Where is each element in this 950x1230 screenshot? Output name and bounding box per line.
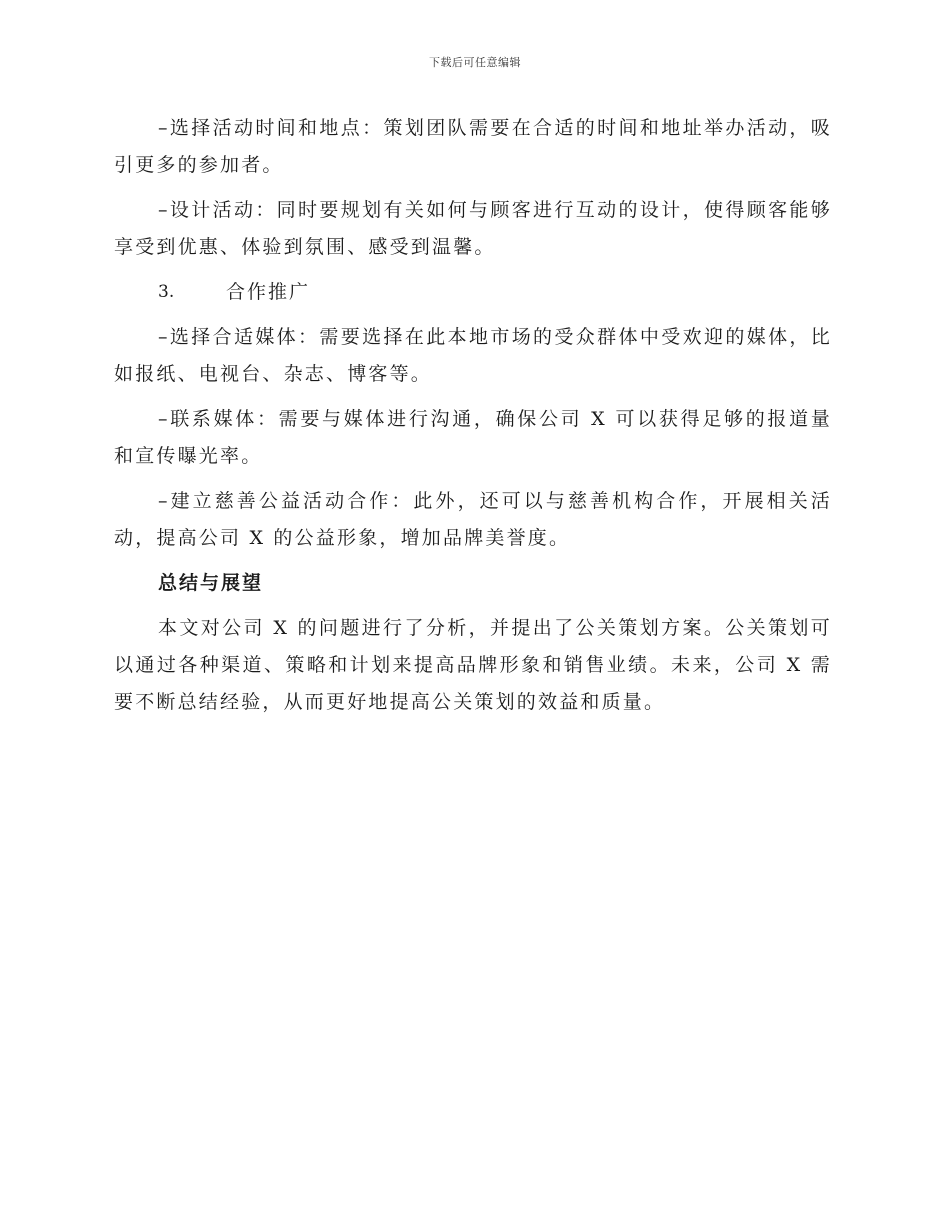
summary-heading: 总结与展望 [158,572,264,594]
paragraph-choose-time-location: –选择活动时间和地点：策划团队需要在合适的时间和地址举办活动，吸引更多的参加者。 [114,117,832,176]
section-number: 3. [158,282,175,302]
paragraph-contact-media: –联系媒体：需要与媒体进行沟通，确保公司 X 可以获得足够的报道量和宣传曝光率。 [114,408,832,467]
section-title: 合作推广 [226,281,311,303]
page-header-note: 下载后可任意编辑 [429,56,521,69]
paragraph-design-activity: –设计活动：同时要规划有关如何与顾客进行互动的设计，使得顾客能够享受到优惠、体验到氛围、感受到温馨。 [114,199,832,258]
paragraph-choose-media: –选择合适媒体：需要选择在此本地市场的受众群体中受欢迎的媒体，比如报纸、电视台、杂志、博客等。 [114,326,832,385]
paragraph-charity-cooperation: –建立慈善公益活动合作：此外，还可以与慈善机构合作，开展相关活动，提高公司 X 的公益形象，增加品牌美誉度。 [114,490,832,549]
paragraph-summary: 本文对公司 X 的问题进行了分析，并提出了公关策划方案。公关策划可以通过各种渠道、策略和计划来提高品牌形象和销售业绩。未来，公司 X 需要不断总结经验，从而更好地提高公关策划的效益和质量。 [114,617,832,713]
document-body [114,110,832,729]
section-heading-cooperation [158,274,832,311]
